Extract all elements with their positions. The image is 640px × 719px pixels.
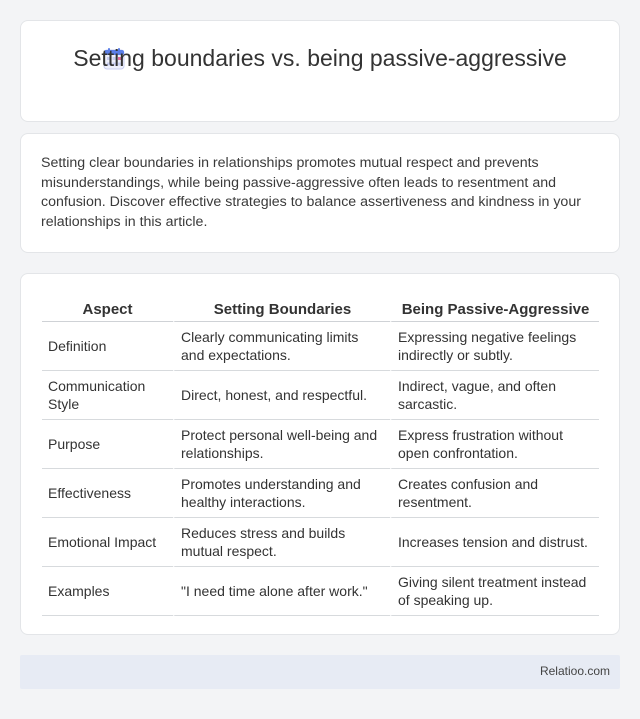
- table-row: [42, 567, 599, 616]
- table-row: [42, 371, 599, 420]
- boundaries-cell: Promotes understanding and healthy interactions.: [173, 469, 390, 518]
- table-row: [42, 469, 599, 518]
- passive-aggressive-cell: Indirect, vague, and often sarcastic.: [390, 371, 599, 420]
- table-row: [42, 322, 599, 371]
- passive-aggressive-cell: Creates confusion and resentment.: [390, 469, 599, 518]
- aspect-cell: Communication Style: [42, 371, 173, 420]
- boundaries-cell: Clearly communicating limits and expectations.: [173, 322, 390, 371]
- footer-brand-link[interactable]: Relatioo.com: [539, 664, 610, 678]
- aspect-cell: Examples: [42, 567, 173, 616]
- passive-aggressive-cell: Giving silent treatment instead of speaking up.: [390, 567, 599, 616]
- passive-aggressive-cell: Express frustration without open confrontation.: [390, 420, 599, 469]
- table-header-row: [42, 294, 599, 322]
- column-header-passive-aggressive: Being Passive-Aggressive: [390, 294, 599, 322]
- aspect-cell: Definition: [42, 322, 173, 371]
- table-row: [42, 518, 599, 567]
- passive-aggressive-cell: Increases tension and distrust.: [390, 518, 599, 567]
- footer-bar: [20, 655, 620, 689]
- column-header-aspect: Aspect: [42, 294, 173, 322]
- aspect-cell: Purpose: [42, 420, 173, 469]
- aspect-cell: Emotional Impact: [42, 518, 173, 567]
- passive-aggressive-cell: Expressing negative feelings indirectly or subtly.: [390, 322, 599, 371]
- intro-paragraph: Setting clear boundaries in relationships promotes mutual respect and prevents misunderstandings, while being passive-aggressive often leads to resentment and confusion. Discover effective strategies to balance assertiveness and kindness in your relationships in this article.: [41, 155, 581, 230]
- table-row: [42, 420, 599, 469]
- column-header-setting-boundaries: Setting Boundaries: [173, 294, 390, 322]
- intro-card: [20, 133, 620, 253]
- boundaries-cell: Reduces stress and builds mutual respect.: [173, 518, 390, 567]
- boundaries-cell: Protect personal well-being and relationships.: [173, 420, 390, 469]
- boundaries-cell: "I need time alone after work.": [173, 567, 390, 616]
- boundaries-cell: Direct, honest, and respectful.: [173, 371, 390, 420]
- title-card: [20, 20, 620, 122]
- comparison-card: [20, 273, 620, 635]
- page-title: Setting boundaries vs. being passive-aggressive: [73, 45, 567, 71]
- aspect-cell: Effectiveness: [42, 469, 173, 518]
- comparison-table: [42, 294, 599, 616]
